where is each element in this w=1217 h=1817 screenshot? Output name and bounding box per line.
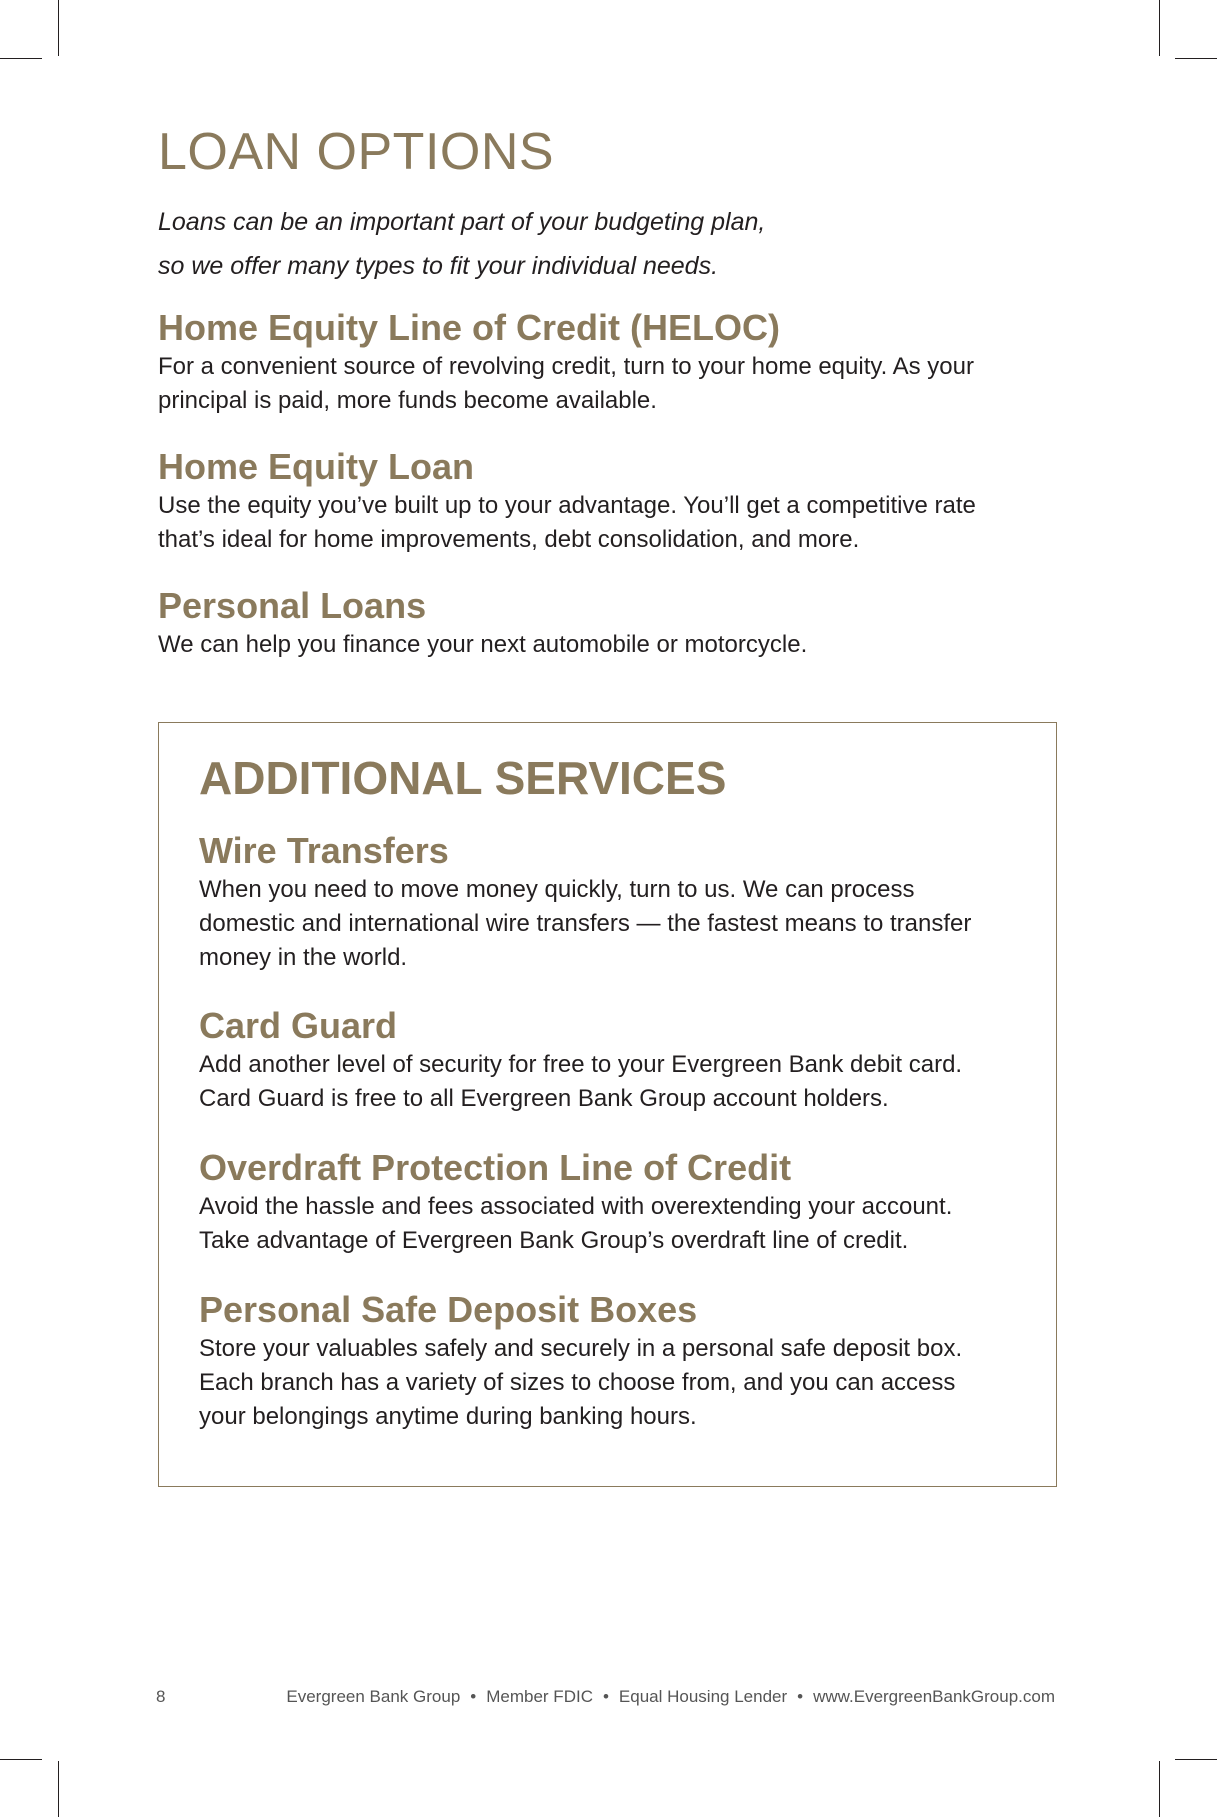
crop-mark [58,1761,59,1817]
crop-mark [1159,1761,1160,1817]
page-number: 8 [156,1687,166,1706]
footer-bank-name: Evergreen Bank Group [286,1687,461,1706]
page-title: LOAN OPTIONS [158,123,555,181]
intro-text [158,200,958,288]
section-wire-transfers [199,831,1039,975]
crop-mark [58,0,59,56]
footer-separator: • [602,1687,609,1706]
crop-mark [1159,0,1160,56]
section-overdraft-protection [199,1148,1039,1258]
section-heading: Home Equity Loan [158,446,475,487]
body-line: Use the equity you’ve built up to your advantage. You’ll get a competitive rate [158,491,976,519]
crop-mark [0,58,42,59]
section-heloc [158,308,1038,418]
body-line: domestic and international wire transfers — the fastest means to transfer [199,909,972,937]
footer-info [286,1687,1055,1707]
footer-member: Member FDIC [486,1687,593,1706]
footer-lender: Equal Housing Lender [618,1687,788,1706]
section-personal-loans [158,586,1038,662]
section-safe-deposit-boxes [199,1290,1039,1434]
intro-line: so we offer many types to fit your individual needs. [158,252,719,280]
body-line: Add another level of security for free to your Evergreen Bank debit card. [199,1050,963,1078]
section-heading: Overdraft Protection Line of Credit [199,1147,792,1188]
body-line: Store your valuables safely and securely in a personal safe deposit box. [199,1334,963,1362]
section-heading: Wire Transfers [199,830,449,871]
body-line: money in the world. [199,943,408,971]
body-line: Card Guard is free to all Evergreen Bank Group account holders. [199,1084,889,1112]
intro-line: Loans can be an important part of your budgeting plan, [158,208,766,236]
section-body [199,873,1039,975]
crop-mark [0,1759,42,1760]
section-heading: Personal Safe Deposit Boxes [199,1289,698,1330]
body-line: your belongings anytime during banking hours. [199,1402,697,1430]
section-card-guard [199,1006,1039,1116]
section-body [158,350,1038,418]
section-body [158,489,1038,557]
section-body [199,1190,1039,1258]
section-body [158,628,1038,662]
crop-mark [1175,58,1217,59]
additional-services-box [158,722,1057,1487]
body-line: We can help you finance your next automobile or motorcycle. [158,630,808,658]
section-body [199,1048,1039,1116]
footer-separator: • [470,1687,477,1706]
footer-website-link[interactable]: www.EvergreenBankGroup.com [813,1687,1055,1706]
body-line: Take advantage of Evergreen Bank Group’s overdraft line of credit. [199,1226,909,1254]
body-line: principal is paid, more funds become available. [158,386,657,414]
body-line: When you need to move money quickly, turn to us. We can process [199,875,915,903]
crop-mark [1175,1759,1217,1760]
section-heading: Personal Loans [158,585,427,626]
footer-separator: • [797,1687,804,1706]
section-heading: Card Guard [199,1005,398,1046]
section-heading: Home Equity Line of Credit (HELOC) [158,307,781,348]
body-line: that’s ideal for home improvements, debt consolidation, and more. [158,525,860,553]
section-home-equity-loan [158,447,1038,557]
body-line: Avoid the hassle and fees associated with overextending your account. [199,1192,953,1220]
section-body [199,1332,1039,1434]
body-line: For a convenient source of revolving credit, turn to your home equity. As your [158,352,974,380]
box-title: ADDITIONAL SERVICES [199,752,727,804]
body-line: Each branch has a variety of sizes to choose from, and you can access [199,1368,956,1396]
